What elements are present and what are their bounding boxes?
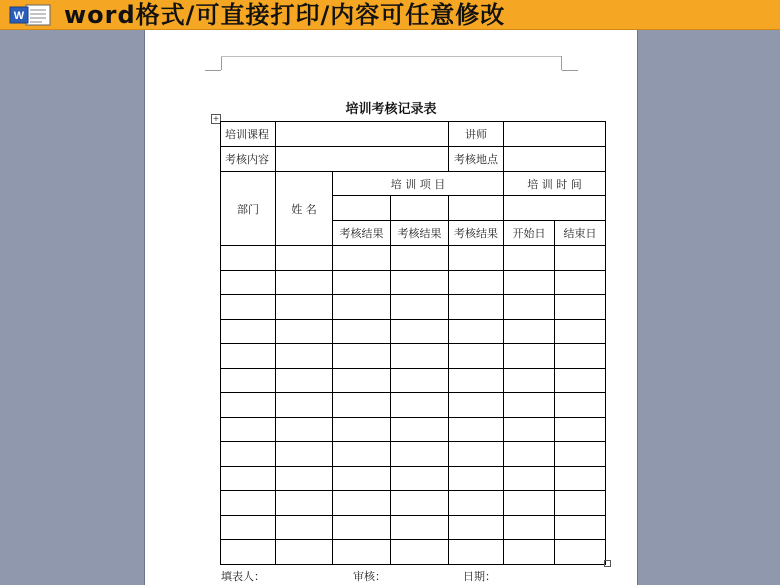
- table-cell[interactable]: [221, 270, 276, 295]
- table-cell[interactable]: [391, 270, 449, 295]
- table-cell[interactable]: [333, 515, 391, 540]
- label-course: 培训课程: [221, 122, 276, 147]
- item-name-cell-3[interactable]: [449, 196, 504, 221]
- table-cell[interactable]: [555, 491, 606, 516]
- table-cell[interactable]: [449, 466, 504, 491]
- table-cell[interactable]: [504, 393, 555, 418]
- label-lecturer: 讲师: [449, 122, 504, 147]
- margin-corner-left: [205, 70, 221, 71]
- table-cell[interactable]: [391, 246, 449, 271]
- table-cell[interactable]: [276, 442, 333, 467]
- table-row: [221, 466, 606, 491]
- footer-reviewer[interactable]: 审核：: [353, 570, 386, 583]
- table-cell[interactable]: [391, 344, 449, 369]
- table-cell[interactable]: [221, 442, 276, 467]
- table-cell[interactable]: [555, 393, 606, 418]
- table-cell[interactable]: [221, 491, 276, 516]
- table-cell[interactable]: [504, 442, 555, 467]
- table-cell[interactable]: [555, 515, 606, 540]
- table-cell[interactable]: [504, 515, 555, 540]
- table-cell[interactable]: [276, 270, 333, 295]
- table-row: [221, 368, 606, 393]
- table-cell[interactable]: [391, 393, 449, 418]
- table-cell[interactable]: [449, 295, 504, 320]
- footer-date[interactable]: 日期：: [463, 570, 496, 583]
- table-cell[interactable]: [221, 295, 276, 320]
- table-cell[interactable]: [333, 344, 391, 369]
- table-cell[interactable]: [276, 368, 333, 393]
- table-cell[interactable]: [449, 393, 504, 418]
- table-cell[interactable]: [221, 515, 276, 540]
- table-cell[interactable]: [221, 417, 276, 442]
- lecturer-input-cell[interactable]: [504, 122, 606, 147]
- table-cell[interactable]: [555, 540, 606, 565]
- table-cell[interactable]: [221, 466, 276, 491]
- table-cell[interactable]: [333, 466, 391, 491]
- location-input-cell[interactable]: [504, 147, 606, 172]
- table-cell[interactable]: [276, 344, 333, 369]
- table-cell[interactable]: [504, 319, 555, 344]
- margin-corner-right: [562, 70, 578, 71]
- table-cell[interactable]: [391, 417, 449, 442]
- table-cell[interactable]: [391, 368, 449, 393]
- table-cell[interactable]: [555, 466, 606, 491]
- content-input-cell[interactable]: [276, 147, 449, 172]
- top-banner: [0, 0, 780, 30]
- table-cell[interactable]: [276, 491, 333, 516]
- table-row: [221, 270, 606, 295]
- table-move-handle-icon[interactable]: +: [212, 114, 220, 123]
- table-cell[interactable]: [333, 417, 391, 442]
- table-cell[interactable]: [391, 466, 449, 491]
- header-start-date: 开始日: [504, 221, 555, 246]
- table-cell[interactable]: [391, 540, 449, 565]
- training-record-table[interactable]: [220, 121, 606, 565]
- table-cell[interactable]: [504, 417, 555, 442]
- table-cell[interactable]: [333, 246, 391, 271]
- margin-corner-left-vertical: [220, 56, 222, 70]
- table-cell[interactable]: [504, 344, 555, 369]
- table-cell[interactable]: [276, 540, 333, 565]
- table-row: [221, 491, 606, 516]
- table-cell[interactable]: [221, 246, 276, 271]
- margin-corner-right-vertical: [561, 56, 562, 70]
- table-cell[interactable]: [276, 466, 333, 491]
- table-cell[interactable]: [555, 295, 606, 320]
- header-end-date: 结束日: [555, 221, 606, 246]
- table-row: [221, 442, 606, 467]
- table-row: [221, 246, 606, 271]
- table-cell[interactable]: [221, 540, 276, 565]
- header-training-time: 培 训 时 间: [504, 172, 606, 196]
- table-cell[interactable]: [333, 491, 391, 516]
- word-document-icon: [8, 3, 54, 27]
- table-cell[interactable]: [221, 393, 276, 418]
- item-name-cell-2[interactable]: [391, 196, 449, 221]
- table-cell[interactable]: [504, 295, 555, 320]
- table-cell[interactable]: [221, 319, 276, 344]
- header-result-3: 考核结果: [449, 221, 504, 246]
- table-cell[interactable]: [555, 417, 606, 442]
- header-department: 部门: [221, 172, 276, 246]
- table-cell[interactable]: [449, 417, 504, 442]
- table-cell[interactable]: [333, 319, 391, 344]
- table-cell[interactable]: [555, 368, 606, 393]
- table-cell[interactable]: [555, 246, 606, 271]
- table-cell[interactable]: [333, 368, 391, 393]
- label-content: 考核内容: [221, 147, 276, 172]
- table-row: [221, 540, 606, 565]
- document-page[interactable]: [144, 30, 638, 585]
- table-row: [221, 393, 606, 418]
- header-result-1: 考核结果: [333, 221, 391, 246]
- table-cell[interactable]: [333, 295, 391, 320]
- table-cell[interactable]: [221, 344, 276, 369]
- table-cell[interactable]: [276, 393, 333, 418]
- label-location: 考核地点: [449, 147, 504, 172]
- table-body: [221, 246, 606, 565]
- table-cell[interactable]: [504, 246, 555, 271]
- table-row: [221, 417, 606, 442]
- table-cell[interactable]: [449, 540, 504, 565]
- header-training-items: 培 训 项 目: [333, 172, 504, 196]
- table-cell[interactable]: [391, 442, 449, 467]
- table-cell[interactable]: [276, 417, 333, 442]
- table-cell[interactable]: [555, 442, 606, 467]
- table-cell[interactable]: [504, 466, 555, 491]
- table-cell[interactable]: [391, 295, 449, 320]
- table-cell[interactable]: [449, 442, 504, 467]
- table-cell[interactable]: [555, 344, 606, 369]
- table-cell[interactable]: [333, 393, 391, 418]
- banner-text: word格式/可直接打印/内容可任意修改: [64, 1, 506, 29]
- table-cell[interactable]: [276, 246, 333, 271]
- table-resize-handle-icon[interactable]: [604, 560, 611, 567]
- item-name-cell-1[interactable]: [333, 196, 391, 221]
- header-margin-line: [221, 56, 561, 57]
- table-cell[interactable]: [504, 270, 555, 295]
- table-row: [221, 515, 606, 540]
- table-cell[interactable]: [449, 246, 504, 271]
- table-cell[interactable]: [391, 319, 449, 344]
- table-cell[interactable]: [555, 270, 606, 295]
- table-cell[interactable]: [276, 295, 333, 320]
- table-cell[interactable]: [449, 319, 504, 344]
- table-cell[interactable]: [391, 515, 449, 540]
- table-cell[interactable]: [391, 491, 449, 516]
- table-cell[interactable]: [504, 540, 555, 565]
- table-row: [221, 319, 606, 344]
- table-cell[interactable]: [504, 368, 555, 393]
- table-cell[interactable]: [555, 319, 606, 344]
- header-result-2: 考核结果: [391, 221, 449, 246]
- table-row: [221, 344, 606, 369]
- document-title[interactable]: 培训考核记录表: [345, 102, 437, 117]
- header-name: 姓 名: [276, 172, 333, 246]
- table-cell[interactable]: [449, 491, 504, 516]
- table-cell[interactable]: [276, 319, 333, 344]
- svg-text:W: W: [13, 10, 25, 22]
- footer-filler[interactable]: 填表人：: [221, 570, 265, 583]
- table-cell[interactable]: [449, 368, 504, 393]
- table-cell[interactable]: [449, 344, 504, 369]
- table-cell[interactable]: [333, 442, 391, 467]
- table-cell[interactable]: [276, 515, 333, 540]
- table-cell[interactable]: [449, 270, 504, 295]
- course-input-cell[interactable]: [276, 122, 449, 147]
- table-row: [221, 295, 606, 320]
- time-range-cell[interactable]: [504, 196, 606, 221]
- table-cell[interactable]: [504, 491, 555, 516]
- table-cell[interactable]: [333, 270, 391, 295]
- table-cell[interactable]: [333, 540, 391, 565]
- table-cell[interactable]: [221, 368, 276, 393]
- table-cell[interactable]: [449, 515, 504, 540]
